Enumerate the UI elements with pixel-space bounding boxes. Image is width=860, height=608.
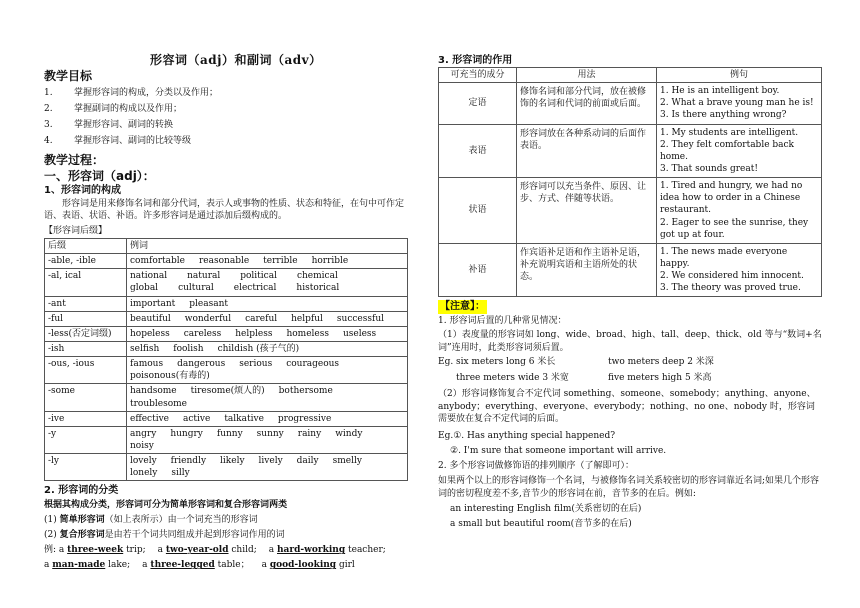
objective-num: 3. xyxy=(44,119,53,130)
example-words-cell xyxy=(127,341,408,356)
table-row xyxy=(45,426,408,453)
example-word: selfish xyxy=(130,343,160,354)
example-word: dangerous xyxy=(177,359,226,370)
example-word: foolish xyxy=(173,343,204,354)
example-sentence: 3. That sounds great! xyxy=(660,163,758,174)
example-word: lonely xyxy=(130,468,158,479)
process-heading: 教学过程： xyxy=(44,153,105,167)
example-word: talkative xyxy=(224,413,264,424)
example-word: windy xyxy=(335,428,363,439)
example-word: famous xyxy=(130,359,164,370)
role-cell: 状语 xyxy=(439,178,517,244)
compound-adjective-line xyxy=(44,529,408,544)
objective-num: 4. xyxy=(44,135,53,146)
role-cell: 表语 xyxy=(439,124,517,178)
eg-row-1 xyxy=(438,356,822,372)
example-word: homeless xyxy=(286,328,329,339)
example-sentence: 2. What a brave young man he is! xyxy=(660,98,814,109)
compound-example xyxy=(262,560,355,570)
example-pre: a xyxy=(268,545,277,556)
compound-example xyxy=(142,560,249,570)
example-word: serious xyxy=(239,359,273,370)
usage-cell: 作宾语补足语和作主语补足语，补充说明宾语和主语所处的状态。 xyxy=(517,243,657,297)
example-compound-word: two-year-old xyxy=(165,545,229,556)
example-word: courageous xyxy=(286,359,340,370)
table-row xyxy=(439,178,822,244)
usage-table xyxy=(438,67,822,297)
compound-num: (2) xyxy=(44,530,60,541)
table-row xyxy=(439,83,822,124)
example-word: noisy xyxy=(130,440,154,451)
example-word: sunny xyxy=(256,428,284,439)
example-word: electrical xyxy=(233,283,277,294)
example-word: beautiful xyxy=(130,313,171,324)
sub-heading-formation: 1、形容词的构成 xyxy=(44,185,121,196)
objectives-list xyxy=(44,85,408,149)
suffix-table-header xyxy=(45,239,408,254)
objectives-heading: 教学目标 xyxy=(44,69,93,83)
intro-post: 两类 xyxy=(269,500,288,511)
note-1a: （1）表度量的形容词如 long、wide、broad、high、tall、deep、thick、old 等与“数词+名词”连用时，此类形容词须后置。 xyxy=(438,330,822,353)
example-sentence: 3. The theory was proved true. xyxy=(660,283,801,294)
classification-heading: 2. 形容词的分类 xyxy=(44,485,119,497)
compound-term: 复合形容词 xyxy=(59,530,105,541)
example-word: pleasant xyxy=(189,298,229,309)
table-row xyxy=(45,296,408,311)
example-sentence: 2. We considered him innocent. xyxy=(660,271,804,282)
objective-item xyxy=(44,85,408,101)
example-word: historical xyxy=(296,283,340,294)
objective-text: 掌握副词的构成以及作用； xyxy=(74,103,183,114)
example-post: table； xyxy=(214,560,250,571)
objective-text: 掌握形容词、副词的比较等级 xyxy=(74,135,192,146)
table-row xyxy=(45,384,408,411)
objective-num: 1. xyxy=(44,87,53,98)
note-1b: （2）形容词修饰复合不定代词 something、someone、somebody；anything、anyone、anybody；everything、everyone、everybody；nothing、no one、nobody 时，形容词需要放在复合不定代词的后面。 xyxy=(438,389,816,424)
example-sentence: 1. My students are intelligent. xyxy=(660,127,799,138)
suffix-cell: -y xyxy=(45,426,127,453)
objective-num: 2. xyxy=(44,103,53,114)
suffix-cell: -ish xyxy=(45,341,127,356)
example-word: hungry xyxy=(170,428,203,439)
left-column xyxy=(44,68,408,574)
compound-examples-line-2 xyxy=(44,559,408,574)
example-compound-word: hard-working xyxy=(277,545,346,556)
example-words-cell xyxy=(127,357,408,384)
example-sentence: 1. He is an intelligent boy. xyxy=(660,86,780,97)
example-pre: a xyxy=(44,560,53,571)
table-row xyxy=(45,269,408,296)
example-sentence: 2. Eager to see the sunrise, they got up at four. xyxy=(660,217,809,240)
note-1: 1. 形容词后置的几种常见情况： xyxy=(438,316,567,327)
eg2-right: five meters high 5 米高 xyxy=(608,373,712,384)
table-row xyxy=(45,341,408,356)
header-suffix: 后缀 xyxy=(45,239,127,254)
table-row xyxy=(439,124,822,178)
simple-adjective-line xyxy=(44,514,408,529)
suffix-cell: -ful xyxy=(45,311,127,326)
note-2: 2. 多个形容词做修饰语的排列顺序（了解即可）： xyxy=(438,461,634,472)
example-word: helpful xyxy=(291,313,323,324)
examples-cell xyxy=(657,124,822,178)
example-word: angry xyxy=(130,428,157,439)
example-compound-word: three-week xyxy=(67,545,124,556)
example-word: rainy xyxy=(297,428,322,439)
eg1-left: Eg. six meters long 6 米长 xyxy=(438,357,556,368)
example-word: natural xyxy=(187,271,221,282)
suffix-cell: -less(否定词缀) xyxy=(45,326,127,341)
example-pre: a xyxy=(157,545,166,556)
table-row xyxy=(45,311,408,326)
suffix-table xyxy=(44,238,408,481)
usage-cell: 形容词可以充当条件、原因、让步、方式、伴随等状语。 xyxy=(517,178,657,244)
objective-text: 掌握形容词、副词的转换 xyxy=(74,119,174,130)
example-word: comfortable xyxy=(130,256,185,267)
suffix-cell: -al, ical xyxy=(45,269,127,296)
example-word: likely xyxy=(220,456,245,467)
example-word: important xyxy=(130,298,176,309)
objective-text: 掌握形容词的构成，分类以及作用； xyxy=(74,87,219,98)
example-compound-word: good-looking xyxy=(269,560,337,571)
table-row xyxy=(45,454,408,481)
table-row xyxy=(45,357,408,384)
compound-desc: 是由若干个词共同组成并起到形容词作用的词 xyxy=(104,530,285,541)
eg1-right: two meters deep 2 米深 xyxy=(608,357,714,368)
example-words-cell xyxy=(127,296,408,311)
table-row xyxy=(45,254,408,269)
simple-num: (1) xyxy=(44,515,60,526)
example-sentence: 3. Is there anything wrong? xyxy=(660,110,787,121)
compound-example xyxy=(158,545,257,555)
example-pre: a xyxy=(261,560,270,571)
example-word: careless xyxy=(183,328,222,339)
header-examples: 例句 xyxy=(657,68,822,83)
suffix-cell: -ant xyxy=(45,296,127,311)
usage-heading: 3. 形容词的作用 xyxy=(438,55,513,66)
intro-compound: 复合形容词 xyxy=(224,500,270,511)
objective-item xyxy=(44,101,408,117)
example-pre: 例: a xyxy=(44,545,68,556)
objective-item xyxy=(44,117,408,133)
example-word: wonderful xyxy=(184,313,232,324)
role-cell: 补语 xyxy=(439,243,517,297)
compound-example xyxy=(44,560,130,570)
example-words-cell xyxy=(127,426,408,453)
notes-heading-line xyxy=(438,300,822,315)
classification-intro xyxy=(44,499,408,514)
example-word: progressive xyxy=(277,413,332,424)
suffix-cell: -ous, -ious xyxy=(45,357,127,384)
note-2-desc: 如果两个以上的形容词修饰一个名词，与被修饰名词关系较密切的形容词靠近名词;如果几个形容词的密切程度差不多,音节少的形容词在前，音节多的在后。例如: xyxy=(438,476,820,499)
table-row xyxy=(439,243,822,297)
example-word: active xyxy=(183,413,211,424)
example-post: teacher; xyxy=(345,545,386,556)
example-compound-word: three-legged xyxy=(150,560,215,571)
suffix-cell: -ive xyxy=(45,411,127,426)
examples-cell xyxy=(657,178,822,244)
example-word: helpless xyxy=(235,328,273,339)
example-word: funny xyxy=(216,428,243,439)
example-sentence: 1. The news made everyone happy. xyxy=(660,246,788,269)
eg-row-2 xyxy=(438,372,822,388)
compound-example xyxy=(269,545,386,555)
section-adjective-heading: 一、形容词（adj）： xyxy=(44,169,155,183)
example-word: cultural xyxy=(178,283,214,294)
example-word: troublesome xyxy=(130,398,187,409)
simple-desc: （如上表所示）由一个词充当的形容词 xyxy=(104,515,258,526)
example-word: lovely xyxy=(130,456,157,467)
eg-line-3: Eg.①. Has anything special happened? xyxy=(438,431,616,442)
usage-table-header xyxy=(439,68,822,83)
example-word: horrible xyxy=(311,256,349,267)
example-word: silly xyxy=(171,468,190,479)
example-word: careful xyxy=(245,313,278,324)
header-examples: 例词 xyxy=(127,239,408,254)
example-word: poisonous(有毒的) xyxy=(130,371,210,382)
suffix-cell: -able, -ible xyxy=(45,254,127,269)
usage-cell: 修饰名词和部分代词，放在被修饰的名词和代词的前面或后面。 xyxy=(517,83,657,124)
example-word: reasonable xyxy=(199,256,250,267)
eg2-left: three meters wide 3 米宽 xyxy=(456,373,569,384)
formation-paragraph: 形容词是用来修饰名词和部分代词，表示人或事物的性质、状态和特征，在句中可作定语、表语、状语、补语。许多形容词是通过添加后缀构成的。 xyxy=(44,199,405,222)
example-words-cell xyxy=(127,311,408,326)
objective-item xyxy=(44,133,408,149)
example-word: successful xyxy=(336,313,384,324)
order-example-b: a small but beautiful room(音节多的在后) xyxy=(450,519,632,530)
example-word: hopeless xyxy=(130,328,170,339)
header-usage: 用法 xyxy=(517,68,657,83)
example-compound-word: man-made xyxy=(52,560,106,571)
right-column xyxy=(438,54,822,533)
simple-term: 简单形容词 xyxy=(59,515,105,526)
intro-pre: 根据其构成分类，形容词可分为 xyxy=(44,500,171,511)
examples-cell xyxy=(657,83,822,124)
notes-heading: 【注意】： xyxy=(440,301,485,313)
example-word: friendly xyxy=(170,456,207,467)
usage-cell: 形容词放在各种系动词的后面作表语。 xyxy=(517,124,657,178)
example-word: handsome xyxy=(130,386,177,397)
example-sentence: 2. They felt comfortable back home. xyxy=(660,139,795,162)
example-words-cell xyxy=(127,254,408,269)
example-word: national xyxy=(130,271,168,282)
example-words-cell xyxy=(127,326,408,341)
example-word: childish (孩子气的) xyxy=(217,343,300,354)
order-example-a: an interesting English film(关系密切的在后) xyxy=(450,504,642,515)
table-row xyxy=(45,326,408,341)
suffix-cell: -some xyxy=(45,384,127,411)
example-word: political xyxy=(240,271,277,282)
example-word: lively xyxy=(258,456,283,467)
example-post: child; xyxy=(228,545,257,556)
suffix-label: 【形容词后缀】 xyxy=(44,226,108,236)
example-word: effective xyxy=(130,413,169,424)
compound-example xyxy=(44,545,146,555)
document-title: 形容词（adj）和副词（adv） xyxy=(150,53,322,67)
example-word: smelly xyxy=(332,456,362,467)
example-words-cell xyxy=(127,411,408,426)
example-word: daily xyxy=(296,456,319,467)
example-word: terrible xyxy=(263,256,298,267)
example-sentence: 1. Tired and hungry, we had no idea how to order in a Chinese restaurant. xyxy=(660,181,803,216)
example-word: global xyxy=(130,283,159,294)
example-words-cell xyxy=(127,269,408,296)
example-word: bothersome xyxy=(278,386,333,397)
eg-line-4: ②. I'm sure that someone important will arrive. xyxy=(450,446,667,457)
example-word: chemical xyxy=(296,271,338,282)
example-word: tiresome(烦人的) xyxy=(190,386,265,397)
example-words-cell xyxy=(127,454,408,481)
header-role: 可充当的成分 xyxy=(439,68,517,83)
compound-examples-line-1 xyxy=(44,544,408,559)
intro-and: 和 xyxy=(215,500,225,511)
example-post: trip; xyxy=(123,545,146,556)
example-post: girl xyxy=(336,560,355,571)
suffix-cell: -ly xyxy=(45,454,127,481)
table-row xyxy=(45,411,408,426)
role-cell: 定语 xyxy=(439,83,517,124)
examples-cell xyxy=(657,243,822,297)
example-words-cell xyxy=(127,384,408,411)
example-pre: a xyxy=(142,560,151,571)
intro-simple: 简单形容词 xyxy=(170,500,216,511)
example-post: lake; xyxy=(105,560,131,571)
example-word: useless xyxy=(342,328,377,339)
